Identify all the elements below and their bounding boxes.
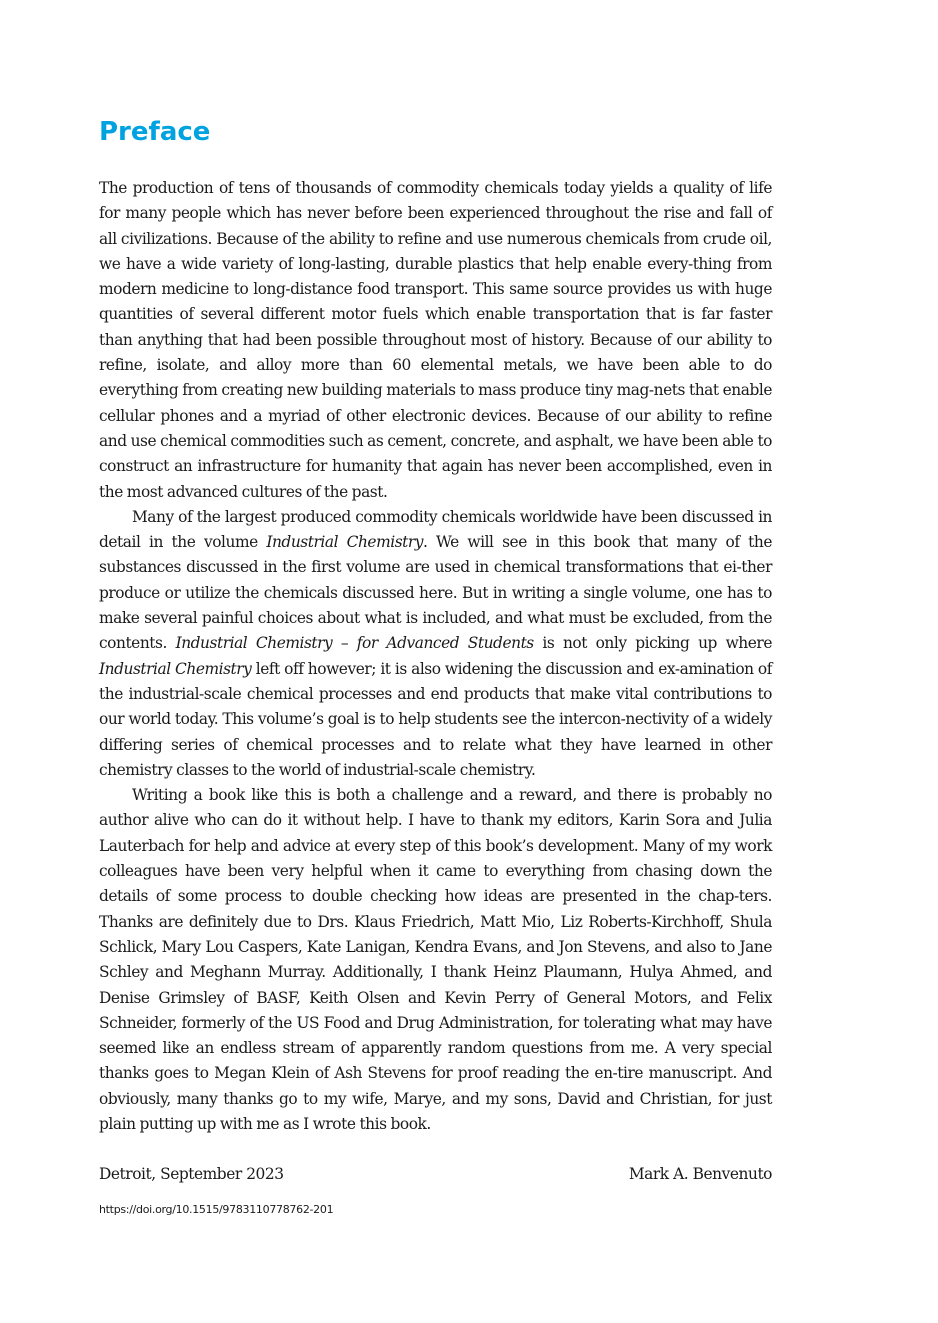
author-name: Mark A. Benvenuto xyxy=(628,1165,772,1184)
page-title: Preface xyxy=(99,117,211,147)
paragraph-1 xyxy=(99,176,772,505)
preface-page xyxy=(99,112,772,1218)
text-segment: is not only picking up where xyxy=(533,634,772,653)
book-title-italic: Industrial Chemistry xyxy=(266,533,424,552)
text-segment: . We will see in this book that many of the substances discussed in the first volume are used in chemical transformations that ei-ther produce or utilize the chemicals discussed here. But in writing a single volume, one has to make several painful choices about what is included, and what must be excluded, from the contents. xyxy=(99,533,772,653)
text-segment: left off however; it is also widening the discussion and ex-amination of the industrial-scale chemical processes and end products that make vital contributions to our world today. This volume’s goal is to help students see the intercon-nectivity of a widely differing series of chemical processes and to relate what they have learned in other chemistry classes to the world of industrial-scale chemistry. xyxy=(99,659,772,779)
doi-link[interactable]: https://doi.org/10.1515/9783110778762-201 xyxy=(99,1203,334,1217)
text-segment: Writing a book like this is both a challenge and a reward, and there is probably no author alive who can do it without help. I have to thank my editors, Karin Sora and Julia Lauterbach for help and advice at every step of this book’s development. Many of my work colleagues have been very helpful when it came to everything from chasing down the details of some process to double checking how ideas are presented in the chap-ters. Thanks are definitely due to Drs. Klaus Friedrich, Matt Mio, Liz Roberts-Kirchhoff, Shula Schlick, Mary Lou Caspers, Kate Lanigan, Kendra Evans, and Jon Stevens, and also to Jane Schley and Meghann Murray. Additionally, I thank Heinz Plaumann, Hulya Ahmed, and Denise Grimsley of BASF, Keith Olsen and Kevin Perry of General Motors, and Felix Schneider, formerly of the US Food and Drug Administration, for tolerating what may have seemed like an endless stream of apparently random questions from me. A very special thanks goes to Megan Klein of Ash Stevens for proof reading the en-tire manuscript. And obviously, many thanks go to my wife, Marye, and my sons, David and Christian, for just plain putting up with me as I wrote this book. xyxy=(99,786,772,1133)
signoff xyxy=(99,1162,772,1187)
book-title-italic: Industrial Chemistry xyxy=(99,659,252,678)
preface-body xyxy=(99,176,772,1137)
text-segment: The production of tens of thousands of commodity chemicals today yields a quality of life for many people which has never before been experienced throughout the rise and fall of all civilizations. Because of the ability to refine and use numerous chemicals from crude oil, we have a wide variety of long-lasting, durable plastics that help enable every-thing from modern medicine to long-distance food transport. This same source provides us with huge quantities of several different motor fuels which enable transportation that is far faster than anything that had been possible throughout most of history. Because of our ability to refine, isolate, and alloy more than 60 elemental metals, we have been able to do everything from creating new building materials to mass produce tiny mag-nets that enable cellular phones and a myriad of other electronic devices. Because of our ability to refine and use chemical commodities such as cement, concrete, and asphalt, we have been able to construct an infrastructure for humanity that again has never been accomplished, even in the most advanced cultures of the past. xyxy=(99,179,772,501)
paragraph-2 xyxy=(99,505,772,783)
book-title-italic: Industrial Chemistry – for Advanced Students xyxy=(175,634,534,653)
paragraph-3 xyxy=(99,783,772,1137)
text-segment: Many of the largest produced commodity chemicals worldwide have been discussed in detail in the volume xyxy=(99,507,772,552)
place-date: Detroit, September 2023 xyxy=(99,1165,284,1184)
